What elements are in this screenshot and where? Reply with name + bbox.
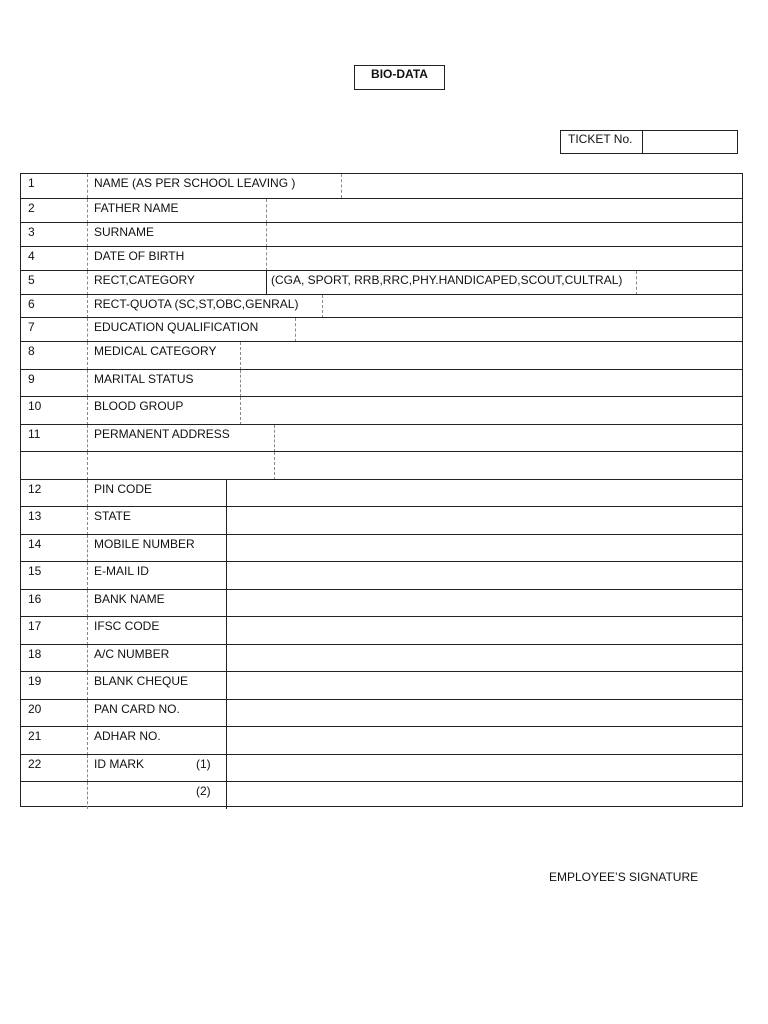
number-column-divider	[87, 318, 88, 342]
form-row	[21, 222, 742, 247]
value-field[interactable]	[241, 342, 742, 370]
value-field[interactable]	[227, 672, 742, 700]
field-label: BANK NAME	[94, 592, 165, 606]
field-label: SURNAME	[94, 225, 155, 239]
row-number: 1	[28, 176, 35, 190]
form-row	[21, 246, 742, 271]
row-number: 2	[28, 201, 35, 215]
value-field[interactable]	[342, 174, 742, 198]
row-number: 20	[28, 702, 42, 716]
field-label: MOBILE NUMBER	[94, 537, 195, 551]
value-field[interactable]	[637, 271, 742, 295]
value-field[interactable]	[275, 452, 742, 480]
value-field[interactable]	[227, 617, 742, 645]
row-number: 4	[28, 249, 35, 263]
number-column-divider	[87, 782, 88, 809]
field-label: ADHAR NO.	[94, 729, 161, 743]
row-number: 5	[28, 273, 35, 287]
field-label: IFSC CODE	[94, 619, 160, 633]
category-options-label: (CGA, SPORT, RRB,RRC,PHY.HANDICAPED,SCOUT,CULTRAL)	[271, 273, 623, 287]
row-number: 15	[28, 564, 42, 578]
id-mark-number: (2)	[196, 784, 211, 798]
value-field[interactable]	[227, 590, 742, 617]
row-number: 7	[28, 320, 35, 334]
form-row	[21, 317, 742, 342]
form-row	[21, 699, 742, 727]
number-column-divider	[87, 174, 88, 198]
row-number: 12	[28, 482, 42, 496]
value-field[interactable]	[241, 370, 742, 397]
value-field[interactable]	[227, 782, 742, 809]
form-row	[21, 174, 742, 198]
row-number: 14	[28, 537, 42, 551]
field-label: RECT,CATEGORY	[94, 273, 195, 287]
ticket-number-box	[560, 130, 738, 154]
row-number: 22	[28, 757, 42, 771]
field-label: E-MAIL ID	[94, 564, 149, 578]
value-field[interactable]	[227, 645, 742, 672]
form-row	[21, 479, 742, 507]
row-number: 16	[28, 592, 42, 606]
number-column-divider	[87, 507, 88, 535]
form-row	[21, 341, 742, 370]
field-label: PIN CODE	[94, 482, 153, 496]
row-number: 3	[28, 225, 35, 239]
field-label: PAN CARD NO.	[94, 702, 180, 716]
bio-data-form	[20, 173, 743, 807]
value-field[interactable]	[227, 727, 742, 755]
form-row	[21, 726, 742, 755]
form-row	[21, 754, 742, 782]
row-number: 10	[28, 399, 42, 413]
value-field[interactable]	[275, 425, 742, 452]
value-field[interactable]	[241, 397, 742, 425]
number-column-divider	[87, 425, 88, 452]
value-field[interactable]	[227, 700, 742, 727]
value-field[interactable]	[296, 318, 742, 342]
value-column-divider	[266, 271, 267, 295]
number-column-divider	[87, 199, 88, 223]
field-label: FATHER NAME	[94, 201, 179, 215]
field-label: ID MARK	[94, 757, 145, 771]
field-label: STATE	[94, 509, 131, 523]
row-number: 19	[28, 674, 42, 688]
field-label: MEDICAL CATEGORY	[94, 344, 217, 358]
row-number: 9	[28, 372, 35, 386]
value-field[interactable]	[227, 507, 742, 535]
number-column-divider	[87, 672, 88, 700]
row-number: 18	[28, 647, 42, 661]
number-column-divider	[87, 700, 88, 727]
form-row	[21, 781, 742, 809]
number-column-divider	[87, 645, 88, 672]
number-column-divider	[87, 342, 88, 370]
number-column-divider	[87, 397, 88, 425]
number-column-divider	[87, 727, 88, 755]
row-number: 13	[28, 509, 42, 523]
number-column-divider	[87, 452, 88, 480]
number-column-divider	[87, 562, 88, 590]
number-column-divider	[87, 480, 88, 507]
row-number: 8	[28, 344, 35, 358]
number-column-divider	[87, 590, 88, 617]
form-row	[21, 506, 742, 535]
ticket-number-field[interactable]	[643, 131, 737, 153]
field-label: BLANK CHEQUE	[94, 674, 189, 688]
id-mark-number: (1)	[196, 757, 211, 771]
row-number: 6	[28, 297, 35, 311]
row-number: 11	[28, 427, 41, 441]
form-row	[21, 616, 742, 645]
value-field[interactable]	[227, 480, 742, 507]
number-column-divider	[87, 247, 88, 271]
number-column-divider	[87, 223, 88, 247]
form-row	[21, 671, 742, 700]
number-column-divider	[87, 535, 88, 562]
form-row	[21, 451, 742, 480]
form-row	[21, 396, 742, 425]
number-column-divider	[87, 271, 88, 295]
field-label: PERMANENT ADDRESS	[94, 427, 230, 441]
number-column-divider	[87, 755, 88, 782]
page-title: BIO-DATA	[354, 65, 445, 90]
field-label: BLOOD GROUP	[94, 399, 184, 413]
row-number: 17	[28, 619, 42, 633]
ticket-label: TICKET No.	[561, 131, 643, 153]
form-row	[21, 534, 742, 562]
number-column-divider	[87, 617, 88, 645]
field-label: NAME (AS PER SCHOOL LEAVING )	[94, 176, 296, 190]
form-row	[21, 294, 742, 318]
form-row	[21, 644, 742, 672]
value-field[interactable]	[267, 199, 742, 223]
form-row	[21, 270, 742, 295]
form-row	[21, 561, 742, 590]
field-label: EDUCATION QUALIFICATION	[94, 320, 259, 334]
value-field[interactable]	[267, 247, 742, 271]
number-column-divider	[87, 370, 88, 397]
field-label: MARITAL STATUS	[94, 372, 194, 386]
value-field[interactable]	[267, 223, 742, 247]
value-field[interactable]	[227, 755, 742, 782]
field-label: A/C NUMBER	[94, 647, 170, 661]
employee-signature-label: EMPLOYEE’S SIGNATURE	[549, 870, 699, 884]
row-number: 21	[28, 729, 42, 743]
form-row	[21, 369, 742, 397]
field-label: DATE OF BIRTH	[94, 249, 185, 263]
value-field[interactable]	[227, 535, 742, 562]
field-label: RECT-QUOTA (SC,ST,OBC,GENRAL)	[94, 297, 299, 311]
form-row	[21, 198, 742, 223]
form-row	[21, 424, 742, 452]
value-field[interactable]	[323, 295, 742, 318]
form-row	[21, 589, 742, 617]
value-field[interactable]	[227, 562, 742, 590]
number-column-divider	[87, 295, 88, 318]
